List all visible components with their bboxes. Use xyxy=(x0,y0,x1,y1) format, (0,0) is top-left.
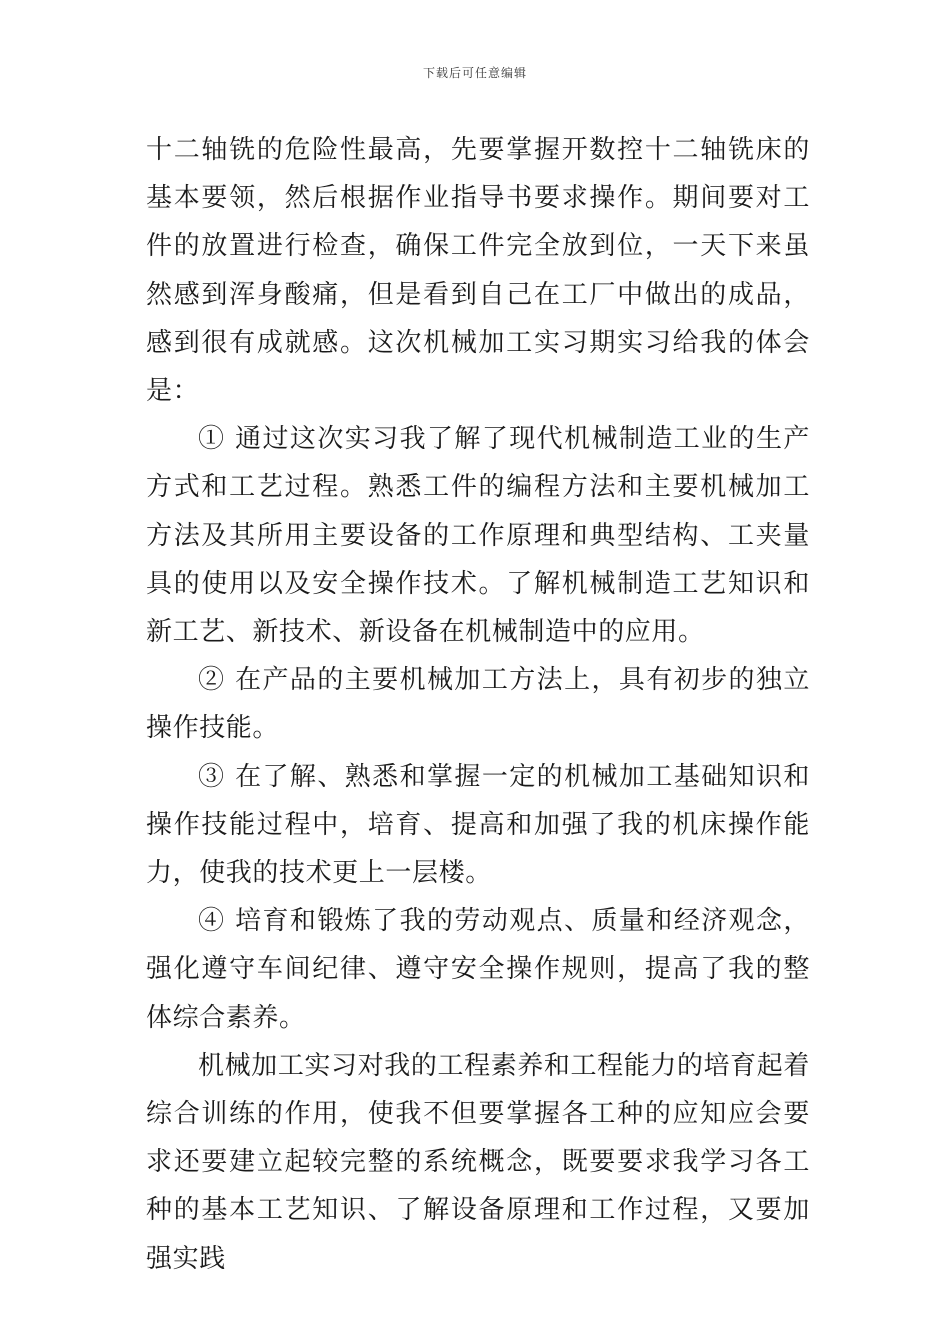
paragraph-point-1: ① 通过这次实习我了解了现代机械制造工业的生产方式和工艺过程。熟悉工件的编程方法和主要机械加工方法及其所用主要设备的工作原理和典型结构、工夹量具的使用以及安全操作技术。了解机械制造工艺知识和新工艺、新技术、新设备在机械制造中的应用。 xyxy=(146,424,810,648)
paragraph-summary: 机械加工实习对我的工程素养和工程能力的培育起着综合训练的作用，使我不但要掌握各工种的应知应会要求还要建立起较完整的系统概念，既要要求我学习各工种的基本工艺知识、了解设备原理和工作过程，又要加强实践 xyxy=(146,1050,810,1274)
paragraph-point-4: ④ 培育和锻炼了我的劳动观点、质量和经济观念，强化遵守车间纪律、遵守安全操作规则，提高了我的整体综合素养。 xyxy=(146,906,810,1033)
paragraph-continuation: 十二轴铣的危险性最高，先要掌握开数控十二轴铣床的基本要领，然后根据作业指导书要求操作。期间要对工件的放置进行检查，确保工件完全放到位，一天下来虽然感到浑身酸痛，但是看到自己在工厂中做出的成品，感到很有成就感。这次机械加工实习期实习给我的体会是： xyxy=(146,135,810,407)
page-header: 下载后可任意编辑 xyxy=(422,66,527,80)
document-body xyxy=(146,126,810,1283)
paragraph-point-2: ② 在产品的主要机械加工方法上，具有初步的独立操作技能。 xyxy=(146,665,810,744)
paragraph-point-3: ③ 在了解、熟悉和掌握一定的机械加工基础知识和操作技能过程中，培育、提高和加强了我的机床操作能力，使我的技术更上一层楼。 xyxy=(146,761,810,889)
